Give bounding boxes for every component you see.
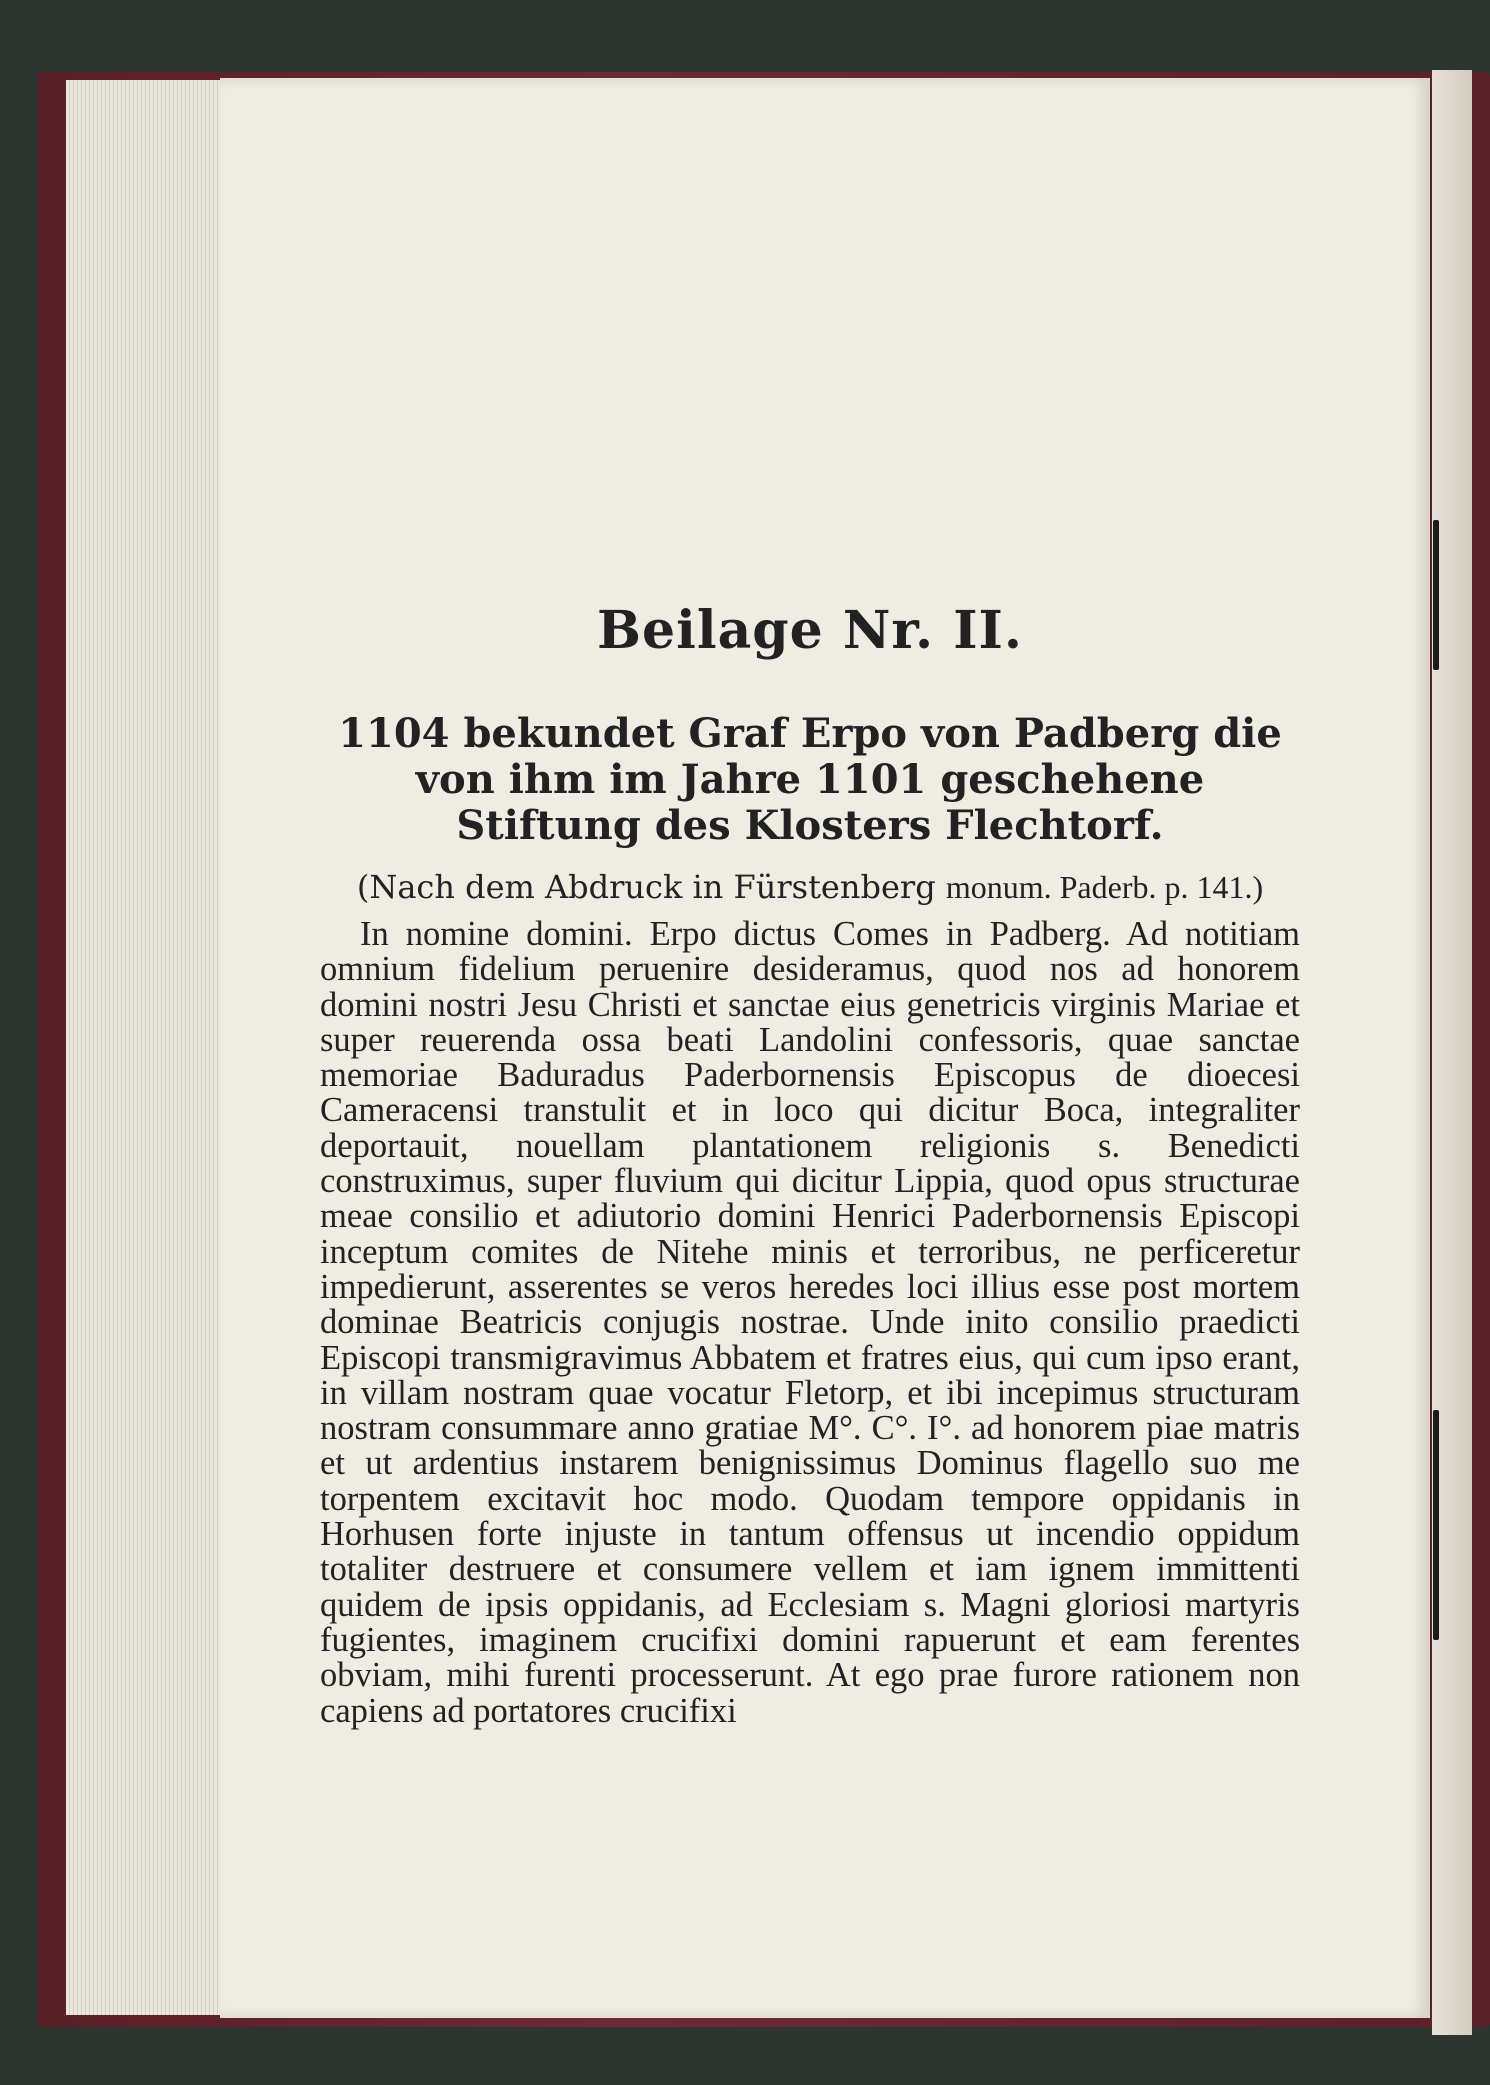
source-prefix: (Nach dem Abdruck in Fürstenberg <box>356 868 936 906</box>
page-tab <box>1433 1410 1439 1640</box>
page-title: Beilage Nr. II. <box>597 600 1023 661</box>
page-edges <box>66 80 227 2015</box>
source-citation: monum. Paderb. p. 141.) <box>945 869 1264 905</box>
page-tab <box>1433 520 1439 670</box>
source-note <box>320 867 1300 907</box>
page-content <box>320 600 1300 1729</box>
document-heading: 1104 bekundet Graf Erpo von Padberg die von ihm im Jahre 1101 geschehene Stiftung des Klosters Flechtorf. <box>338 710 1282 849</box>
next-page-edge <box>1432 70 1472 2035</box>
body-text: In nomine domini. Erpo dictus Comes in Padberg. Ad notitiam omnium fidelium peruenire desideramus, quod nos ad honorem domini nostri Jesu Christi et sanctae eius genetricis virginis Mariae et super reuerenda ossa beati Landolini confessoris, quae sanctae memoriae Baduradus Paderbornensis Episcopus de dioecesi Cameracensi transtulit et in loco qui dicitur Boca, integraliter deportauit, nouellam plantationem religionis s. Benedicti construximus, super fluvium qui dicitur Lippia, quod opus structurae meae consilio et adiutorio domini Henrici Paderbornensis Episcopi inceptum comites de Nitehe minis et terroribus, ne perficeretur impedierunt, asserentes se veros heredes loci illius esse post mortem dominae Beatricis conjugis nostrae. Unde inito consilio praedicti Episcopi transmigravimus Abbatem et fratres eius, qui cum ipso erant, in villam nostram quae vocatur Fletorp, et ibi incepimus structuram nostram consummare anno gratiae M°. C°. I°. ad honorem piae matris et ut ardentius instarem benignissimus Dominus flagello suo me torpentem excitavit hoc modo. Quodam tempore oppidanis in Horhusen forte injuste in tantum offensus ut incendio oppidum totaliter destruere et consumere vellem et iam ignem immittenti quidem de ipsis oppidanis, ad Ecclesiam s. Magni gloriosi martyris fugientes, imaginem crucifixi domini rapuerunt et eam ferentes obviam, mihi furenti processerunt. At ego prae furore rationem non capiens ad portatores crucifixi <box>320 915 1300 1730</box>
